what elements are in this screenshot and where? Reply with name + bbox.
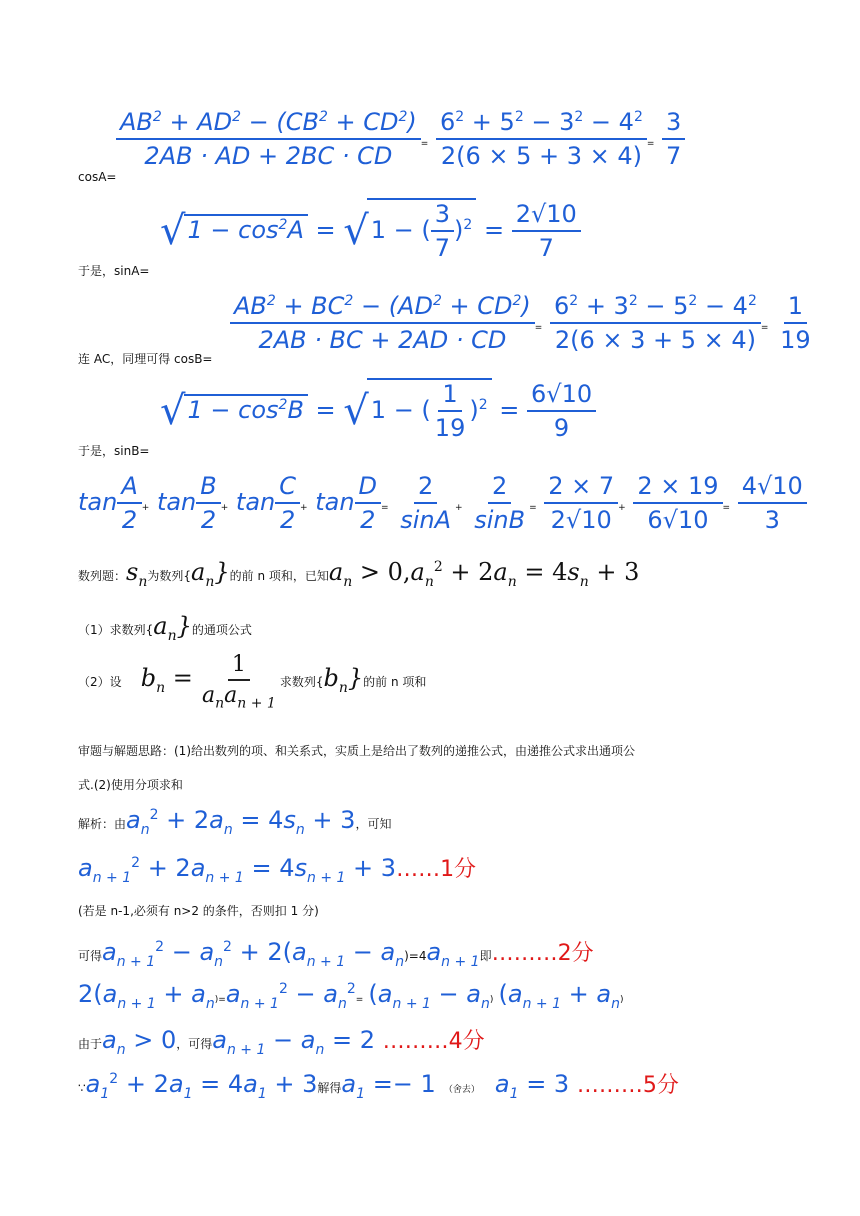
analysis-line-6: $\because a_1^2 + 2a_1 = 4a_1 + 3$解得$a_1 =- 1$ （舍去） $a_1 = 3$ ………5分 [78, 1070, 679, 1102]
question-1: （1）求数列$\{a_n\}$的通项公式 [78, 612, 252, 644]
sequence-problem: 数列题：$s_n$为数列$\{a_n\}$的前 n 项和，已知$a_n > 0,a_n^2 + 2a_n = 4s_n + 3$ [78, 558, 640, 590]
sinA-label: 于是，sinA= [78, 264, 150, 278]
sinA-formula: $√1 - \cos^2A = √1$ − ( $\frac{3}{7}$ )$^2$ = $\frac{2√10}{7}$ [160, 198, 581, 262]
cosB-label: 连 AC，同理可得 cosB= [78, 352, 213, 366]
cosB-formula: $\frac{AB^2 + BC^2 - (AD^2 + CD^2)}{2AB \cdot BC + 2AD \cdot CD}$ = $\frac{6^2 + 3^2 - 5^2 - 4^2}{2(6 \times 3 + 5 \times 4)}$ = $\frac{1}{19}$ [230, 292, 815, 354]
score-1: ……1分 [396, 857, 477, 882]
cosA-label: cosA= [78, 170, 117, 184]
analysis-line-5: 由于$a_n > 0$，可得$a_{n + 1} - a_n = 2$ ………4分 [78, 1026, 485, 1058]
analysis-line-2: $a_{n + 1}^2 + 2a_{n + 1} = 4s_{n + 1}$ + 3……1分 [78, 854, 477, 886]
solution-idea-line-2: 式.(2)使用分项求和 [78, 778, 183, 792]
analysis-line-3: 可得$a_{n + 1}^2 - a_n^2 + 2(a_{n + 1} - a_n)=4a_{n + 1}$即………2分 [78, 938, 594, 970]
cosA-formula: $\frac{AB^2 + AD^2 - (CB^2 + CD^2)}{2AB \cdot AD + 2BC \cdot CD}$ = $\frac{6^2 + 5^2 - 3^2 - 4^2}{2(6 \times 5 + 3 \times 4)}$ = $\frac{3}{7}$ [116, 108, 685, 170]
tan-sum-formula: tan $\frac{A}{2}$ + tan $\frac{B}{2}$ + tan $\frac{C}{2}$ + tan $\frac{D}{2}$ = $\frac{2}{\sin A}$ + $\frac{2}{\sin B}$ = $\frac{2 \times 7}{2√10}$ + $\frac{2 \times 19}{6√10}$ = $\frac{4√10}{3}$ [78, 472, 807, 534]
score-4: ………4分 [382, 1029, 485, 1054]
analysis-line-4: $2(a_{n + 1} + a_n)=a_{n + 1}^2 - a_n^2= (a_{n + 1} - a_n) (a_{n + 1} + a_n)$ [78, 980, 624, 1012]
score-5: ………5分 [576, 1073, 679, 1098]
analysis-line-1: 解析：由$a_n^2 + 2a_n = 4s_n + 3$，可知 [78, 806, 392, 838]
sinB-formula: $√1 - \cos^2B = √1$ − ( $\frac{1}{19}$ )$^2$ = $\frac{6√10}{9}$ [160, 378, 596, 442]
solution-idea-line-1: 审题与解题思路：(1)给出数列的项、和关系式，实质上是给出了数列的递推公式，由递推公式求出通项公 [78, 744, 636, 758]
sinB-label: 于是，sinB= [78, 444, 150, 458]
note: (若是 n-1,必须有 n>2 的条件，否则扣 1 分) [78, 904, 319, 918]
question-2: （2）设 $b_n$ = $\frac{1}{a_na_{n + 1}}$ 求数列$\{b_n\}$的前 n 项和 [78, 652, 427, 712]
score-2: ………2分 [491, 941, 594, 966]
